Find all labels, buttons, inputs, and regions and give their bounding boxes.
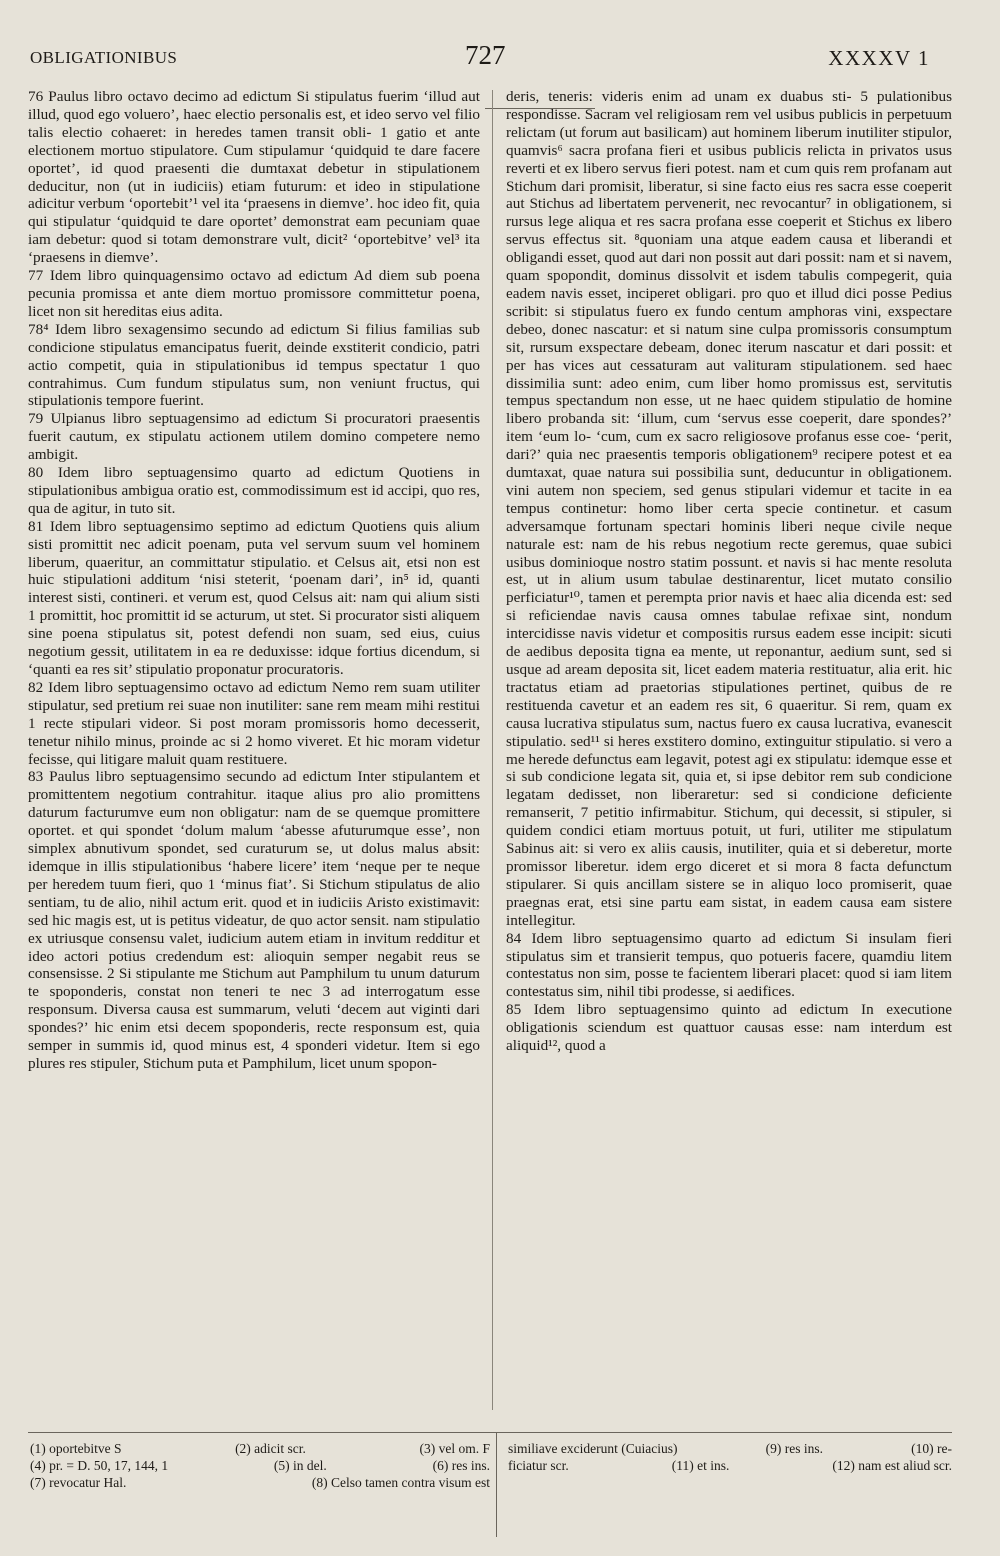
footnote-3: (3) vel om. F (419, 1441, 490, 1456)
footnote-4: (4) pr. = D. 50, 17, 144, 1 (30, 1458, 169, 1473)
footnotes-divider (496, 1432, 497, 1537)
footnote-12: (12) nam est aliud scr. (832, 1458, 952, 1473)
page-number: 727 (465, 40, 506, 70)
footnote-7: (7) revocatur Hal. (30, 1475, 127, 1490)
paragraph-76: 76 Paulus libro octavo decimo ad edictum Si stipulatus fuerim ‘illud aut illud, quod ego voluero’, haec electio personalis est, et ideo servo vel filio talis electio cohaeret: in heredes tamen transit obli- 1 gatio et ante electionem mortuo stipulatore. Cum stipulamur ‘quidquid te dare facere oportet’, id quod praesenti die dumtaxat debetur in stipulationem deducitur, non (ut in iudiciis) etiam futurum: et ideo in stipulatione adicitur verbum ‘oportebit’¹ vel ita ‘praesens in diemve’. hoc ideo fit, quia qui stipulatur ‘quidquid te dare oportet’ demonstrat eam pecuniam quae iam debetur: quod si totam demonstrare vult, dicit² ‘oportebitve’ vel³ ita ‘praesens in diemve’. (28, 88, 480, 267)
footnote-1: (1) oportebitve S (30, 1441, 122, 1456)
paragraph-82: 82 Idem libro septuagensimo octavo ad edictum Nemo rem suam utiliter stipulatur, sed pretium rei suae non inutiliter: sane rem meam mihi restitui 1 recte stipulari videor. Si post moram promissoris homo decesserit, tenetur nihilo minus, proinde ac si 2 homo viveret. Et hic moram videtur fecisse, qui litigare maluit quam restituere. (28, 678, 480, 768)
footnote-11: (11) et ins. (671, 1458, 730, 1473)
footnotes-right (508, 1440, 952, 1474)
paragraph-81: 81 Idem libro septuagensimo septimo ad edictum Quotiens quis alium sisti promittit nec adicit poenam, puta vel servum suum vel hominem liberum, quaeritur, an committatur stipulatio. et Celsus ait, etsi non est huic stipulationi additum ‘nisi steterit, ‘poenam dari’, in⁵ id, quanti interest sisti, contineri. et verum est, quod Celsus ait: nam qui alium sisti 1 promittit, hoc promittit id se acturum, ut stet. Si procurator sisti aliquem sine poena stipulatus sit, potest defendi non suam, sed eius, cuius negotium gessit, utilitatem in ea re deduxisse: idque fortius dicendum, si ‘quanti ea res sit’ stipulatio proponatur procuratoris. (28, 517, 480, 678)
footnotes-rule (28, 1432, 952, 1433)
footnote-row (508, 1440, 952, 1457)
footnote-row (30, 1440, 490, 1457)
footnote-10: (10) re- (911, 1441, 952, 1456)
footnote-2: (2) adicit scr. (235, 1441, 306, 1456)
paragraph-77: 77 Idem libro quinquagensimo octavo ad edictum Ad diem sub poena pecunia promissa et ante diem mortuo promissore committetur poena, licet non sit hereditas eius adita. (28, 267, 480, 320)
footnote-6: (6) res ins. (432, 1458, 490, 1473)
paragraph-83-continued: deris, teneris: videris enim ad unam ex duabus sti- 5 pulationibus respondisse. Sacram vel religiosam rem vel usibus publicis in perpetuum relictam (ut forum aut basilicam) aut hominem liberum inutiliter stipulor, quamvis⁶ sacra profana fieri et usibus publicis relicta in privatos usus reverti et ex libero servus fieri potest. nam et cum quis rem profanam aut Stichum dari promisit, liberatur, si sine facto eius res sacra esse coeperit aut Stichus ad libertatem pervenerit, nec revocantur⁷ in obligationem, si rursus lege aliqua et res sacra profana esse coeperit et Stichus ex libero servus effectus sit. ⁸quoniam una atque eadem causa et liberandi et obligandi esset, quod aut dari non possit aut dari possit: nam et si navem, quam spopondit, dominus dissolvit et isdem tabulis compegerit, quia eadem navis esset, inciperet obligari. pro quo et illud dici posse Pedius scribit: si stipulatus fuero ex fundo centum amphoras vini, exspectare debeo, donec nascatur: et si natum sine culpa promissoris consumptum sit, rursum exspectare debeam, donec iterum nascatur et dari possit: et per has vices aut cessaturam aut valituram stipulationem. sed haec dissimilia sunt: adeo enim, cum liber homo promissus est, servitutis tempus spectandum non esse, ut ne haec quidem stipulatio de homine libero probanda sit: ‘illum, cum ‘servus esse coeperit, dare spondes?’ item ‘eum lo- ‘cum, cum ex sacro religiosove profanus esse coe- ‘perit, dari?’ quia nec praesentis temporis obligationem⁹ recipere potest et ea dumtaxat, quae natura sui possibilia sunt, deducuntur in obligationem. vini autem non speciem, sed genus stipulari videmur et tacite in ea tempus continetur: homo liber certa specie continetur. et casum adversamque fortunam spectari hominis liberi neque civile neque naturale est: nam de his rebus negotium recte geremus, quae subici usibus dominioque nostro statim possunt. et navis si hac mente resoluta est, ut in alium usum tabulae destinarentur, licet mutato consilio perficiatur¹⁰, tamen et perempta prior navis et haec alia dicenda est: sed si reficiendae navis causa omnes tabulae refixae sint, nondum intercidisse navis videtur et compositis rursus eadem esse incipit: sicuti de aedibus deposita tigna ea mente, ut reponantur, aedium sunt, sed si usque ad aream deposita sit, licet eadem materia restituatur, alia erit. hic tractatus etiam ad praetorias stipulationes pertinet, quibus de re restituenda cavetur et an eadem res sit, 6 quaeritur. Si rem, quam ex causa lucrativa stipulatus sum, nactus fuero ex causa lucrativa, evanescit stipulatio. sed¹¹ si heres exstitero domino, extinguitur stipulatio. si vero a me herede defunctus eam legavit, potest agi ex stipulatu: idemque esse et si sub condicione legata sit, quia et, si ipse debitor rem sub condicione legatam dedisset, non liberaretur: sed si condicione deficiente remanserit, 7 petitio infirmabitur. Stichum, qui decessit, si stipuler, si quidem condici etiam mortuus potuit, ut furi, utiliter me stipulatum Sabinus ait: si vero ex aliis causis, inutiliter, quia et si deberetur, morte promissor liberetur. idem ergo diceret et si mora 8 facta defunctum stipularer. Si quis ancillam sistere se in aliquo loco promiserit, quae praegnas erat, etsi sine partu eam sistat, in eadem causa eam sistere intellegitur. (506, 88, 952, 929)
paragraph-83: 83 Paulus libro septuagensimo secundo ad edictum Inter stipulantem et promittentem negotium contrahitur. itaque alius pro alio promittens daturum facturumve eum non obligatur: nam de se quemque promittere oportet. et qui spondet ‘dolum malum ‘abesse afuturumque esse’, non simplex abnutivum spondet, sed curaturum se, ut dolus malus absit: idemque in illis stipulationibus ‘habere licere’ item ‘neque per te neque per heredem tuum fieri, quo 1 ‘minus fiat’. Si Stichum stipulatus de alio sentiam, tu de alio, nihil actum erit. quod et in iudiciis Aristo existimavit: sed hic magis est, ut is petitus videatur, de quo actor sensit. nam stipulatio ex utriusque consensu valet, iudicium autem etiam in invitum redditur et ideo actori potius credendum est: alioquin semper negabit reus se consensisse. 2 Si stipulante me Stichum aut Pamphilum tu unum daturum te spoponderis, constat non teneri te nec 3 ad interrogatum esse responsum. Diversa causa est summarum, veluti ‘decem aut viginti dari spondes?’ hic enim etsi decem spoponderis, recte responsum est, quia semper in summis id, quod minus est, 4 sponderi videtur. Item si ego plures res stipuler, Stichum puta et Pamphilum, licet unum spopon- (28, 768, 480, 1072)
page-header (30, 40, 930, 80)
footnote-8: (8) Celso tamen contra visum est (311, 1475, 490, 1490)
footnote-row (508, 1457, 952, 1474)
paragraph-80: 80 Idem libro septuagensimo quarto ad edictum Quotiens in stipulationibus ambigua oratio est, commodissimum est id accipi, quo res, qua de agitur, in tuto sit. (28, 464, 480, 517)
paragraph-84: 84 Idem libro septuagensimo quarto ad edictum Si insulam fieri stipulatus sim et transierit tempus, quo potueris facere, quamdiu litem contestatus non sim, posse te facientem liberari placet: quod si iam litem contestatus sim, nihil tibi prodesse, si aedifices. (506, 929, 952, 1001)
footnote-10-continued: ficiatur scr. (508, 1458, 569, 1473)
right-column (506, 88, 952, 1398)
footnote-8-continued: similiave exciderunt (Cuiacius) (508, 1441, 678, 1456)
running-head-left: OBLIGATIONIBUS (30, 48, 178, 67)
footnotes-left (30, 1440, 490, 1491)
paragraph-85: 85 Idem libro septuagensimo quinto ad edictum In executione obligationis sciendum est quattuor causas esse: nam interdum est aliquid¹², quod a (506, 1001, 952, 1055)
footnote-row (30, 1474, 490, 1491)
running-head-right: XXXXV 1 (828, 46, 930, 70)
paragraph-79: 79 Ulpianus libro septuagensimo ad edictum Si procuratori praesentis fuerit cautum, ex stipulatu actionem utilem domino competere nemo ambigit. (28, 410, 480, 464)
footnote-9: (9) res ins. (765, 1441, 823, 1456)
left-column (28, 88, 480, 1398)
footnote-row (30, 1457, 490, 1474)
paragraph-78: 78⁴ Idem libro sexagensimo secundo ad edictum Si filius familias sub condicione stipulatus emancipatus fuerit, deinde exstiterit condicio, patri actio competit, quia in stipulationibus id tempus spectatur 1 quo contrahimus. Cum fundum stipulatus sum, non veniunt fructus, qui stipulationis tempore fuerint. (28, 320, 480, 410)
footnote-5: (5) in del. (273, 1458, 327, 1473)
column-divider (492, 90, 493, 1410)
